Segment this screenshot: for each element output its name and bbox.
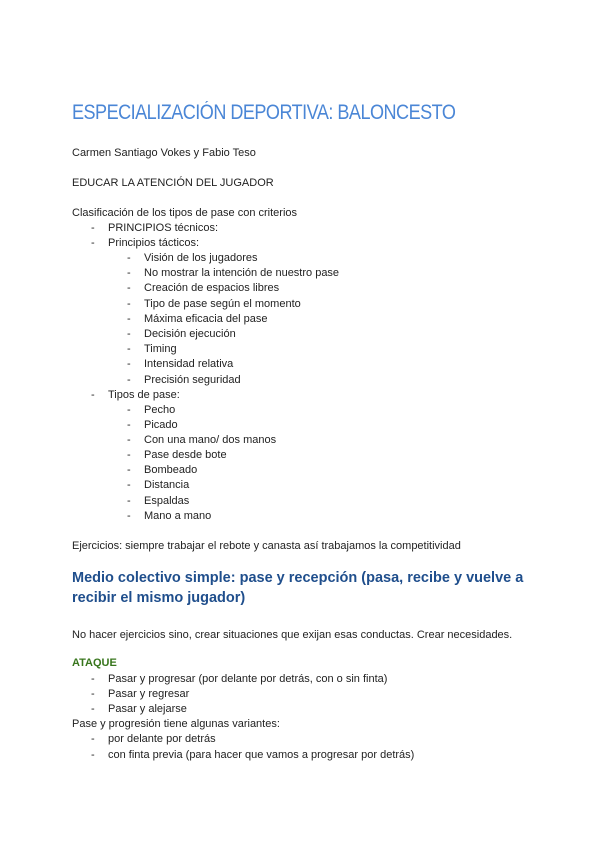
bullet-dash: -	[127, 419, 131, 431]
classification-text: Clasificación de los tipos de pase con criterios	[72, 207, 298, 219]
bullet-dash: -	[127, 434, 131, 446]
list-item: Decisión ejecución	[144, 328, 236, 340]
bullet-dash: -	[127, 479, 131, 491]
document-title: ESPECIALIZACIÓN DEPORTIVA: BALONCESTO	[72, 101, 456, 124]
list-item: Timing	[144, 343, 177, 355]
bullet-dash: -	[127, 313, 131, 325]
list-item: con finta previa (para hacer que vamos a progresar por detrás)	[108, 749, 415, 761]
bullet-dash: -	[127, 358, 131, 370]
list-item: Tipo de pase según el momento	[144, 298, 301, 310]
bullet-dash: -	[127, 495, 131, 507]
list-item: Pase desde bote	[144, 449, 227, 461]
bullet-dash: -	[127, 267, 131, 279]
bullet-dash: -	[91, 733, 95, 745]
list-item: Con una mano/ dos manos	[144, 434, 277, 446]
list-item: Bombeado	[144, 464, 198, 476]
list-item: Pasar y progresar (por delante por detrás, con o sin finta)	[108, 673, 388, 685]
bullet-dash: -	[91, 673, 95, 685]
list-item: Visión de los jugadores	[144, 252, 258, 264]
list-item: por delante por detrás	[108, 733, 216, 745]
bullet-dash: -	[127, 464, 131, 476]
bullet-dash: -	[127, 328, 131, 340]
bullet-dash: -	[127, 449, 131, 461]
section-heading: EDUCAR LA ATENCIÓN DEL JUGADOR	[72, 177, 274, 189]
bullet-dash: -	[127, 252, 131, 264]
list-item: Precisión seguridad	[144, 374, 241, 386]
bullet-dash: -	[91, 237, 95, 249]
list-item: Tipos de pase:	[108, 389, 180, 401]
bullet-dash: -	[127, 298, 131, 310]
list-item: Máxima eficacia del pase	[144, 313, 268, 325]
bullet-dash: -	[91, 749, 95, 761]
authors: Carmen Santiago Vokes y Fabio Teso	[72, 147, 256, 159]
bullet-dash: -	[91, 389, 95, 401]
list-item: Principios tácticos:	[108, 237, 200, 249]
bullet-dash: -	[127, 282, 131, 294]
list-item: Pecho	[144, 404, 176, 416]
list-item: Pasar y regresar	[108, 688, 190, 700]
list-item: Intensidad relativa	[144, 358, 234, 370]
ejercicios-text: Ejercicios: siempre trabajar el rebote y canasta así trabajamos la competitividad	[72, 540, 461, 552]
list-item: Distancia	[144, 479, 190, 491]
body-paragraph: No hacer ejercicios sino, crear situaciones que exijan esas conductas. Crear necesidades.	[72, 629, 513, 641]
list-item: No mostrar la intención de nuestro pase	[144, 267, 340, 279]
list-item: Espaldas	[144, 495, 190, 507]
bullet-dash: -	[91, 688, 95, 700]
list-item: Picado	[144, 419, 178, 431]
bullet-dash: -	[91, 222, 95, 234]
list-item: Creación de espacios libres	[144, 282, 280, 294]
bullet-dash: -	[127, 510, 131, 522]
list-item: Pasar y alejarse	[108, 703, 187, 715]
list-item: PRINCIPIOS técnicos:	[108, 222, 219, 234]
variantes-text: Pase y progresión tiene algunas variantes:	[72, 718, 280, 730]
bullet-dash: -	[91, 703, 95, 715]
bullet-dash: -	[127, 343, 131, 355]
list-item: Mano a mano	[144, 510, 212, 522]
bullet-dash: -	[127, 404, 131, 416]
bullet-dash: -	[127, 374, 131, 386]
ataque-heading: ATAQUE	[72, 657, 117, 669]
subsection-heading: Medio colectivo simple: pase y recepción (pasa, recibe y vuelve a recibir el mismo jugador)	[72, 570, 524, 606]
